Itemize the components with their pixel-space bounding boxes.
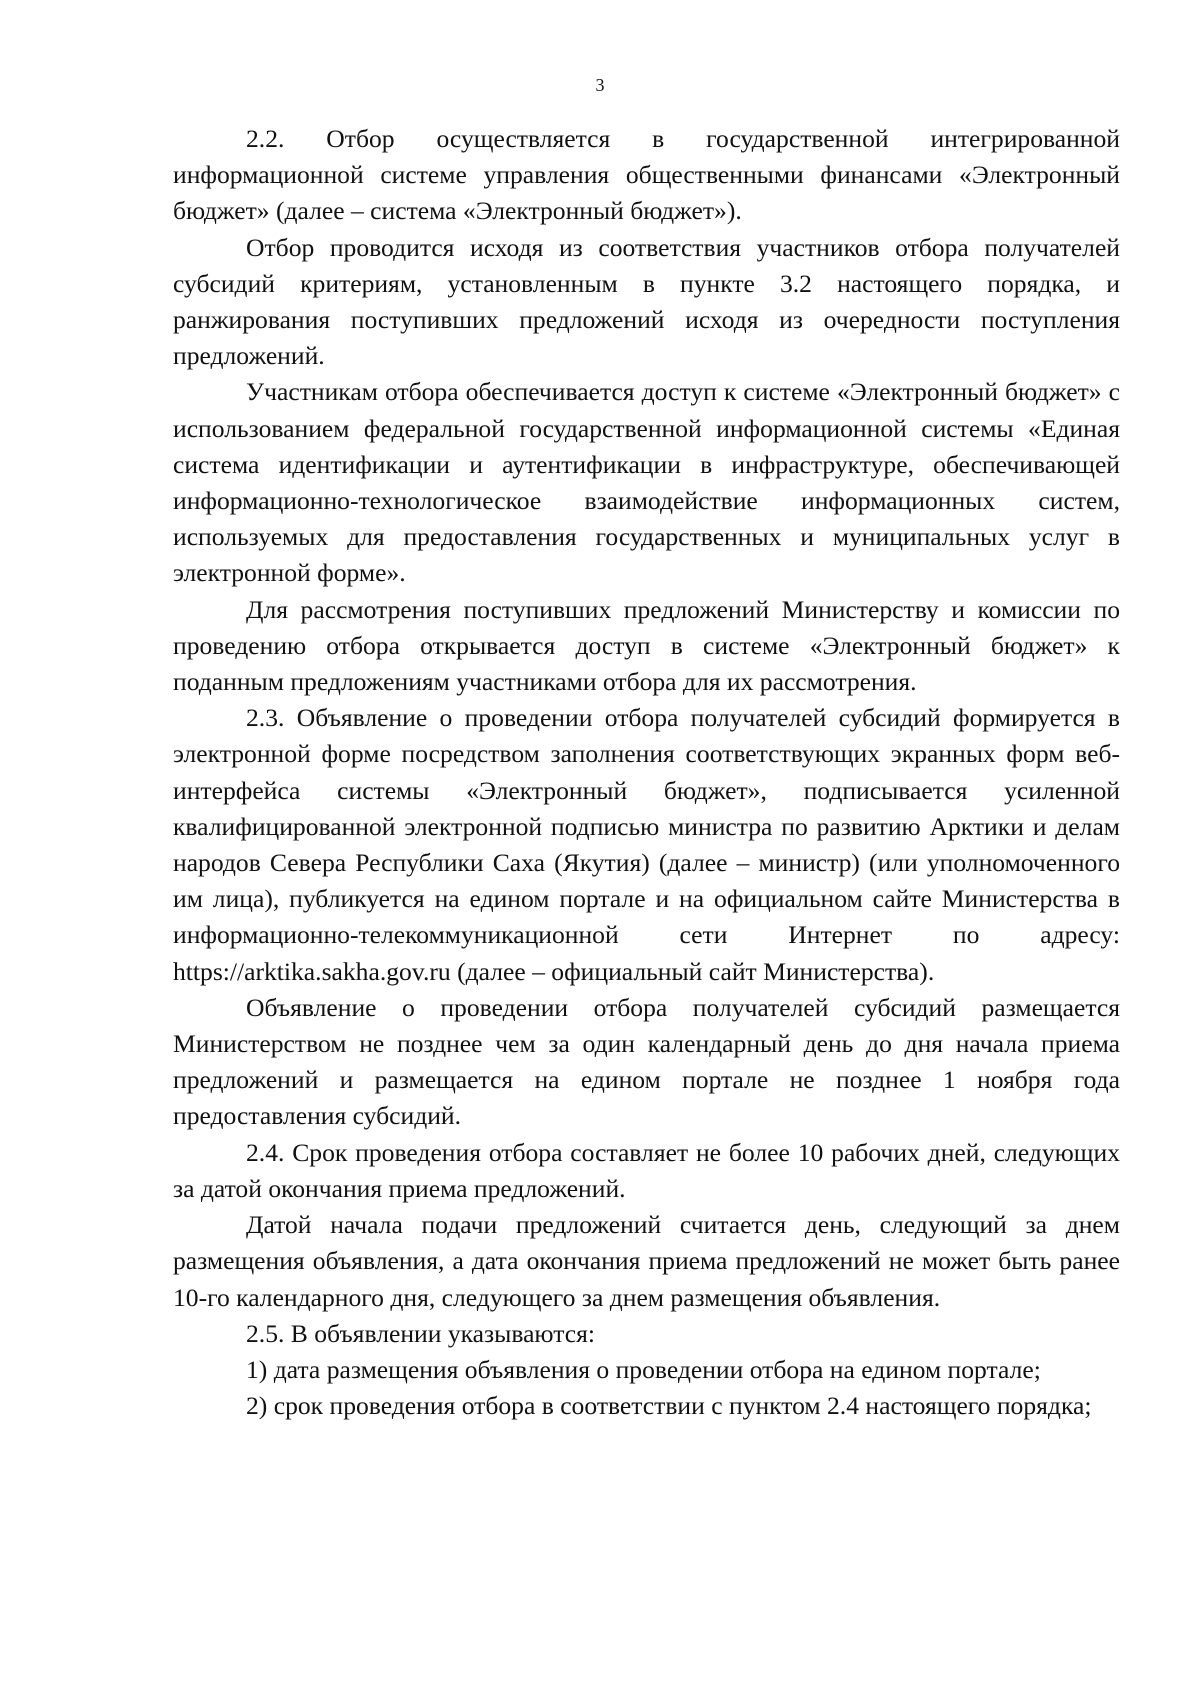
page-number: 3 xyxy=(595,75,605,95)
list-item-1: 1) дата размещения объявления о проведении отбора на едином портале; xyxy=(246,1354,1041,1384)
paragraph-announcement-timing: Объявление о проведении отбора получателей субсидий размещается Министерством не позднее чем за один календарный день до дня начала приема предложений и размещается на едином портале не позднее 1 ноября года предоставления субсидий. xyxy=(173,992,1120,1131)
paragraph-submission-dates: Датой начала подачи предложений считается день, следующий за днем размещения объявления, а дата окончания приема предложений не может быть ранее 10-го календарного дня, следующего за днем размещения объявления. xyxy=(173,1210,1120,1312)
list-item-2: 2) срок проведения отбора в соответствии с пунктом 2.4 настоящего порядка; xyxy=(246,1391,1092,1421)
paragraph-selection-criteria: Отбор проводится исходя из соответствия участников отбора получателей субсидий критериям, установленным в пункте 3.2 настоящего порядка, и ранжирования поступивших предложений исходя из очередности поступления предложений. xyxy=(173,232,1120,371)
paragraph-2-3: 2.3. Объявление о проведении отбора получателей субсидий формируется в электронной форме посредством заполнения соответствующих экранных форм веб-интерфейса системы «Электронный бюджет», подписывается усиленной квалифицированной электронной подписью министра по развитию Арктики и делам народов Севера Республики Саха (Якутия) (далее – министр) (или уполномоченного им лица), публикуется на едином портале и на официальном сайте Министерства в информационно-телекоммуникационной сети Интернет по адресу: https://arktika.sakha.gov.ru (далее – официальный сайт Министерства). xyxy=(173,703,1120,986)
paragraph-2-5: 2.5. В объявлении указываются: xyxy=(246,1318,595,1348)
paragraph-2-4: 2.4. Срок проведения отбора составляет не более 10 рабочих дней, следующих за датой окончания приема предложений. xyxy=(173,1137,1120,1203)
paragraph-ministry-access: Для рассмотрения поступивших предложений Министерству и комиссии по проведению отбора открывается доступ в системе «Электронный бюджет» к поданным предложениям участниками отбора для их рассмотрения. xyxy=(173,594,1120,697)
paragraph-system-access: Участникам отбора обеспечивается доступ к системе «Электронный бюджет» с использованием федеральной государственной информационной системы «Единая система идентификации и аутентификации в инфраструктуре, обеспечивающей информационно-технологическое взаимодействие информационных систем, используемых для предоставления государственных и муниципальных услуг в электронной форме». xyxy=(173,377,1120,588)
document-body xyxy=(173,121,1120,1424)
paragraph-2-2: 2.2. Отбор осуществляется в государственной интегрированной информационной системе управления общественными финансами «Электронный бюджет» (далее – система «Электронный бюджет»). xyxy=(173,124,1120,226)
